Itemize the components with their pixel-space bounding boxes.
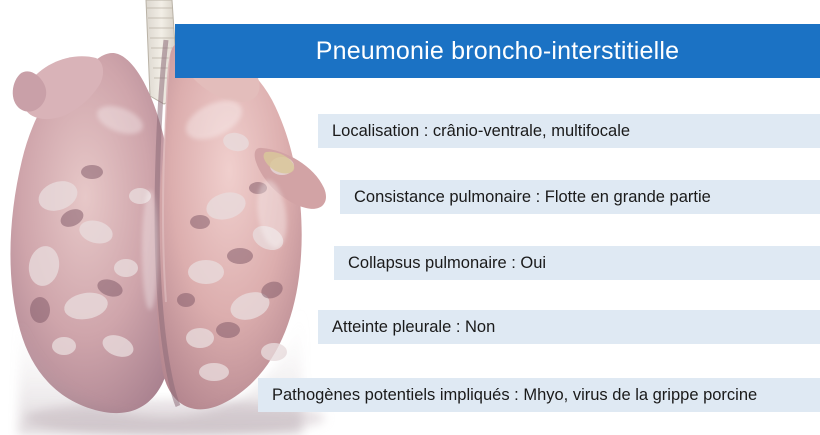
page-title: Pneumonie broncho-interstitielle bbox=[315, 36, 680, 65]
info-row-atteinte-pleurale bbox=[318, 310, 820, 344]
info-row-text: Consistance pulmonaire : Flotte en grande partie bbox=[354, 187, 711, 206]
info-row-localisation bbox=[318, 114, 820, 148]
info-row-text: Pathogènes potentiels impliqués : Mhyo, virus de la grippe porcine bbox=[272, 385, 758, 404]
info-row-text: Collapsus pulmonaire : Oui bbox=[348, 253, 547, 272]
info-row-pathogenes bbox=[258, 378, 820, 412]
info-row-text: Atteinte pleurale : Non bbox=[332, 317, 496, 336]
info-row-collapsus bbox=[334, 246, 820, 280]
title-banner bbox=[175, 24, 820, 78]
info-row-text: Localisation : crânio-ventrale, multifocale bbox=[332, 121, 631, 140]
info-row-consistance bbox=[340, 180, 820, 214]
